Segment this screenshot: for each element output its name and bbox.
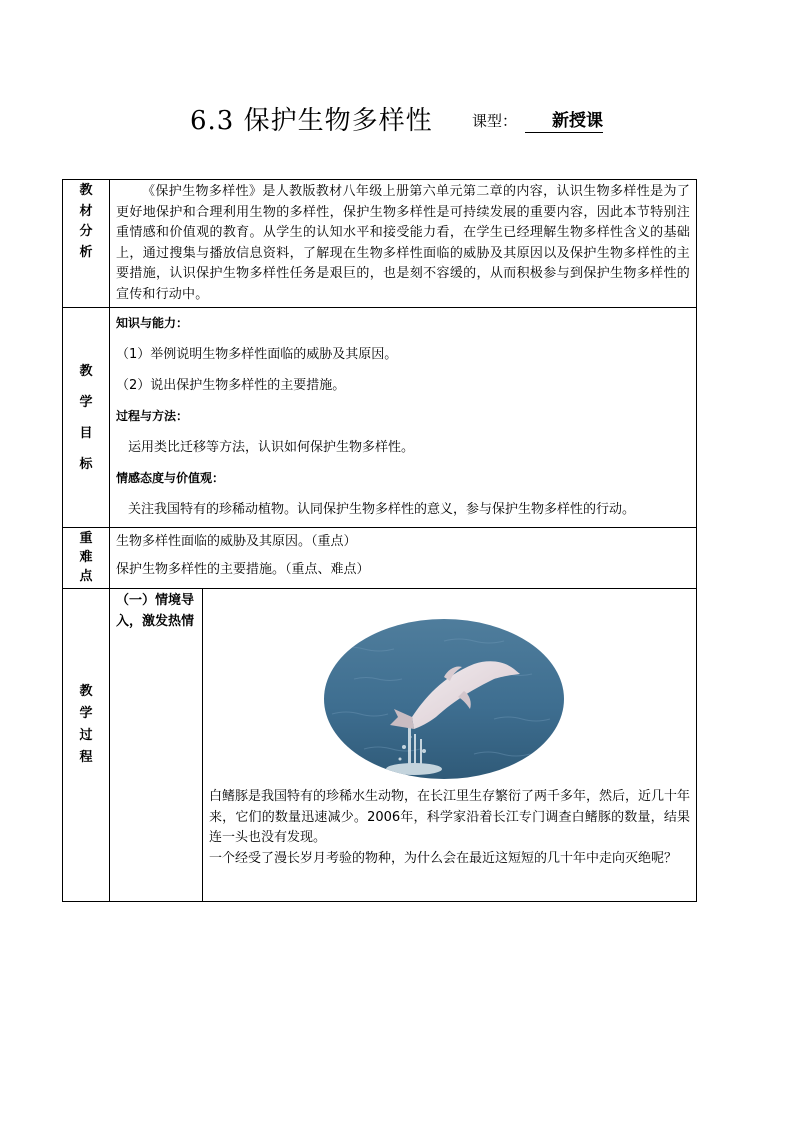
baiji-dolphin-image	[324, 619, 564, 779]
process-label-char: 程	[79, 750, 93, 765]
process-label-char: 学	[79, 706, 93, 721]
knowledge-item-2: （2）说出保护生物多样性的主要措施。	[116, 378, 346, 393]
title-row	[0, 96, 794, 136]
key-points-content	[110, 528, 697, 589]
goals-label-char: 标	[79, 456, 93, 472]
key-points-label	[63, 528, 110, 589]
emotion-heading: 情感态度与价值观：	[116, 471, 225, 485]
page-title: 6.3 保护生物多样性	[190, 106, 433, 136]
analysis-row	[63, 180, 697, 308]
analysis-label-char: 分	[79, 224, 93, 239]
knowledge-item-1: （1）举例说明生物多样性面临的威胁及其原因。	[116, 347, 398, 362]
process-label-char: 教	[79, 684, 93, 699]
key-point-1: 生物多样性面临的威胁及其原因。（重点）	[116, 534, 357, 549]
process-row	[63, 589, 697, 902]
course-type-value: 新授课	[525, 106, 603, 133]
goals-content	[110, 308, 697, 528]
lesson-plan-table	[62, 179, 697, 902]
process-label-char: 过	[79, 728, 93, 743]
process-method-text: 运用类比迁移等方法，认识如何保护生物多样性。	[128, 440, 415, 455]
goals-row	[63, 308, 697, 528]
key-points-label-char: 难	[79, 550, 93, 565]
analysis-label-char: 教	[79, 183, 93, 198]
goals-label-char: 学	[79, 394, 93, 410]
dolphin-photo-svg	[324, 619, 564, 779]
analysis-label	[63, 180, 110, 308]
analysis-content	[110, 180, 697, 308]
process-paragraph-2: 一个经受了漫长岁月考验的物种，为什么会在最近这短短的几十年中走向灭绝呢？	[209, 850, 678, 866]
process-label	[63, 589, 110, 902]
goals-label-char: 目	[79, 425, 93, 441]
goals-label	[63, 308, 110, 528]
key-point-2: 保护生物多样性的主要措施。（重点、难点）	[116, 562, 370, 577]
process-paragraph-1: 白鳍豚是我国特有的珍稀水生动物，在长江里生存繁衍了两千多年，然后，近几十年来，它们的数量迅速减少。2006年，科学家沿着长江专门调查白鳍豚的数量，结果连一头也没有发现。	[209, 789, 691, 845]
key-points-row	[63, 528, 697, 589]
process-text-block	[209, 787, 690, 869]
knowledge-heading: 知识与能力：	[116, 316, 189, 330]
analysis-label-char: 析	[79, 244, 93, 260]
key-points-label-char: 重	[79, 531, 93, 546]
process-step-1-title: （一）情境导入，激发热情	[110, 589, 203, 902]
process-step-1-content	[203, 589, 697, 902]
emotion-text: 关注我国特有的珍稀动植物。认同保护生物多样性的意义，参与保护生物多样性的行动。	[128, 502, 636, 517]
analysis-label-char: 材	[79, 203, 93, 219]
key-points-label-char: 点	[79, 569, 93, 584]
process-heading: 过程与方法：	[116, 409, 189, 423]
goals-label-char: 教	[79, 363, 93, 379]
analysis-text: 《保护生物多样性》是人教版教材八年级上册第六单元第二章的内容，认识生物多样性是为了更好地保护和合理利用生物的多样性，保护生物多样性是可持续发展的重要内容，因此本节特别注重情感和价值观的教育。从学生的认知水平和接受能力看，在学生已经理解生物多样性含义的基础上，通过搜集与播放信息资料，了解现在生物多样性面临的威胁及其原因以及保护生物多样性的主要措施，认识保护生物多样性任务是艰巨的，也是刻不容缓的，从而积极参与到保护生物多样性的宣传和行动中。	[116, 184, 691, 302]
course-type-label: 课型：	[472, 112, 518, 130]
